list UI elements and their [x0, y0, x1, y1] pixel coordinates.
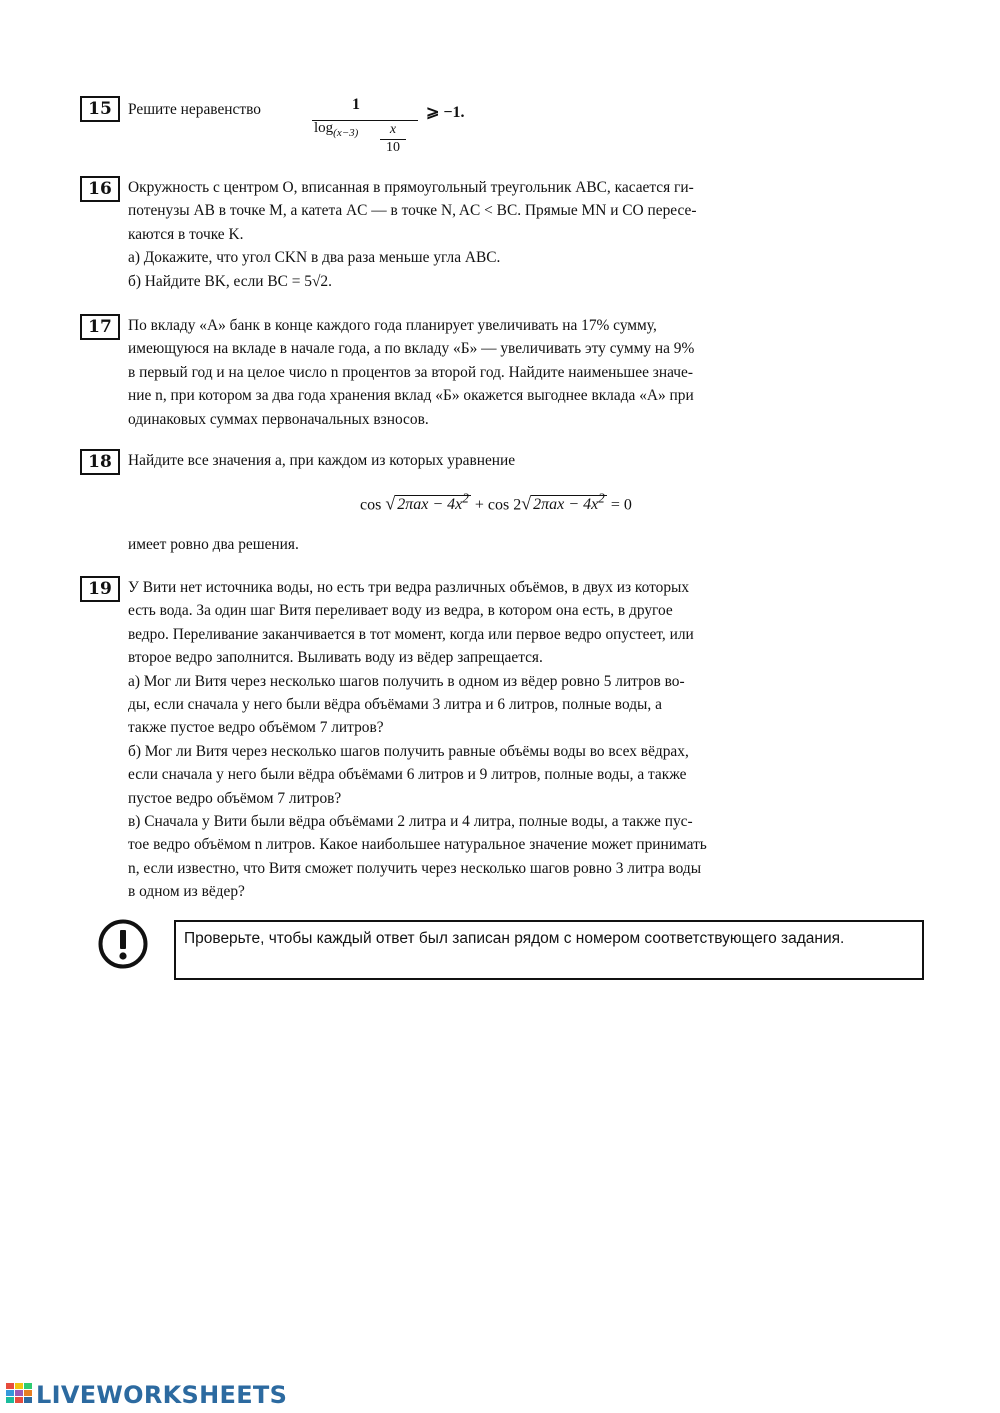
text-line: б) Найдите BK, если BC = 5√2. — [128, 272, 332, 290]
problem-number: 15 — [80, 96, 120, 122]
fraction-numerator: 1 — [352, 96, 360, 113]
notice-text: Проверьте, чтобы каждый ответ был записан рядом с номером соответствующего задания. — [184, 930, 845, 947]
fraction-denominator — [314, 120, 358, 139]
problem-16 — [80, 176, 920, 300]
problem-18 — [80, 449, 920, 559]
exclamation-circle-icon — [97, 918, 149, 970]
text-line: есть вода. За один шаг Витя переливает воду из ведра, в котором она есть, в другое — [128, 602, 673, 620]
sqrt-icon: √ — [385, 493, 396, 514]
text-line: У Вити нет источника воды, но есть три ведра различных объёмов, в двух из которых — [128, 579, 690, 596]
log-fraction — [312, 96, 422, 156]
problem-prefix: Решите неравенство — [128, 101, 261, 118]
problem-number: 18 — [80, 449, 120, 475]
radicand-text: 2πax − 4x — [533, 496, 599, 514]
text-line: пустое ведро объёмом 7 литров? — [128, 789, 342, 807]
problem-number: 16 — [80, 176, 120, 202]
problem-15 — [80, 96, 920, 156]
text-line: Окружность с центром O, вписанная в прямоугольный треугольник ABC, касается ги- — [128, 179, 694, 196]
text-line: а) Мог ли Витя через несколько шагов получить в одном из вёдер ровно 5 литров во- — [128, 672, 685, 690]
inner-numerator: x — [389, 122, 397, 137]
text-line: имеющуюся на вкладе в начале года, а по вкладу «Б» — увеличивать эту сумму на 9% — [128, 340, 695, 358]
text-line: По вкладу «А» банк в конце каждого года планирует увеличивать на 17% сумму, — [128, 317, 657, 334]
problem-text — [128, 576, 920, 904]
text-line: если сначала у него были вёдра объёмами 6 литров и 9 литров, полные воды, а также — [128, 766, 687, 784]
inequality-tail: ⩾ −1. — [426, 104, 465, 121]
liveworksheets-logo[interactable] — [6, 1381, 287, 1409]
eq-plus: + cos 2 — [474, 496, 522, 514]
answer-notice — [174, 920, 924, 980]
problem-number: 17 — [80, 314, 120, 340]
equation — [360, 491, 632, 514]
brand-text: LIVEWORKSHEETS — [36, 1381, 288, 1409]
text-line: каются в точке K. — [128, 225, 244, 243]
problem-17 — [80, 314, 920, 434]
log-base: (x−3) — [333, 127, 359, 139]
eq-exponent: 2 — [598, 491, 605, 506]
text-line: потенузы AB в точке M, а катета AC — в точке N, AC < BC. Прямые MN и CO пересе- — [128, 202, 697, 220]
radicand-text: 2πax − 4x — [397, 496, 463, 514]
text-line: также пустое ведро объёмом 7 литров? — [128, 719, 384, 737]
log-label: log — [314, 120, 334, 136]
text-line: тое ведро объёмом n литров. Какое наибольшее натуральное значение может принимать — [128, 836, 707, 854]
problem-text — [128, 314, 920, 431]
problem-19 — [80, 576, 920, 906]
text-line: в одном из вёдер? — [128, 883, 245, 901]
liveworksheets-mark-icon — [6, 1383, 34, 1405]
inner-denominator: 10 — [380, 139, 406, 156]
text-line: n, если известно, что Витя сможет получить через несколько шагов ровно 3 литра воды — [128, 859, 702, 877]
text-line: одинаковых суммах первоначальных взносов. — [128, 410, 429, 428]
eq-end: = 0 — [610, 496, 632, 514]
text-line: второе ведро заполнится. Выливать воду из вёдер запрещается. — [128, 649, 543, 667]
eq-radicand — [395, 491, 471, 514]
problem-text — [128, 98, 920, 121]
text-line: в первый год и на целое число n процентов за второй год. Найдите наименьшее значе- — [128, 363, 693, 381]
text-line: имеет ровно два решения. — [128, 536, 299, 553]
eq-cos: cos — [360, 496, 382, 514]
text-line: б) Мог ли Витя через несколько шагов получить равные объёмы воды во всех вёдрах, — [128, 742, 689, 760]
text-line: ние n, при котором за два года хранения вклад «Б» окажется выгоднее вклада «А» при — [128, 387, 694, 405]
text-line: а) Докажите, что угол CKN в два раза меньше угла ABC. — [128, 249, 501, 267]
inner-fraction — [380, 122, 406, 156]
eq-radicand — [531, 491, 607, 514]
problem-text — [128, 449, 920, 472]
problem-number: 19 — [80, 576, 120, 602]
problem-intro: Найдите все значения a, при каждом из которых уравнение — [128, 452, 516, 469]
sqrt-icon: √ — [521, 493, 532, 514]
eq-exponent: 2 — [462, 491, 469, 506]
problem-text — [128, 176, 920, 293]
text-line: ды, если сначала у него были вёдра объёмами 3 литра и 6 литров, полные воды, а — [128, 696, 662, 714]
text-line: в) Сначала у Вити были вёдра объёмами 2 литра и 4 литра, полные воды, а также пус- — [128, 813, 693, 831]
text-line: ведро. Переливание заканчивается в тот момент, когда или первое ведро опустеет, или — [128, 625, 694, 643]
problem-outro — [128, 533, 920, 556]
